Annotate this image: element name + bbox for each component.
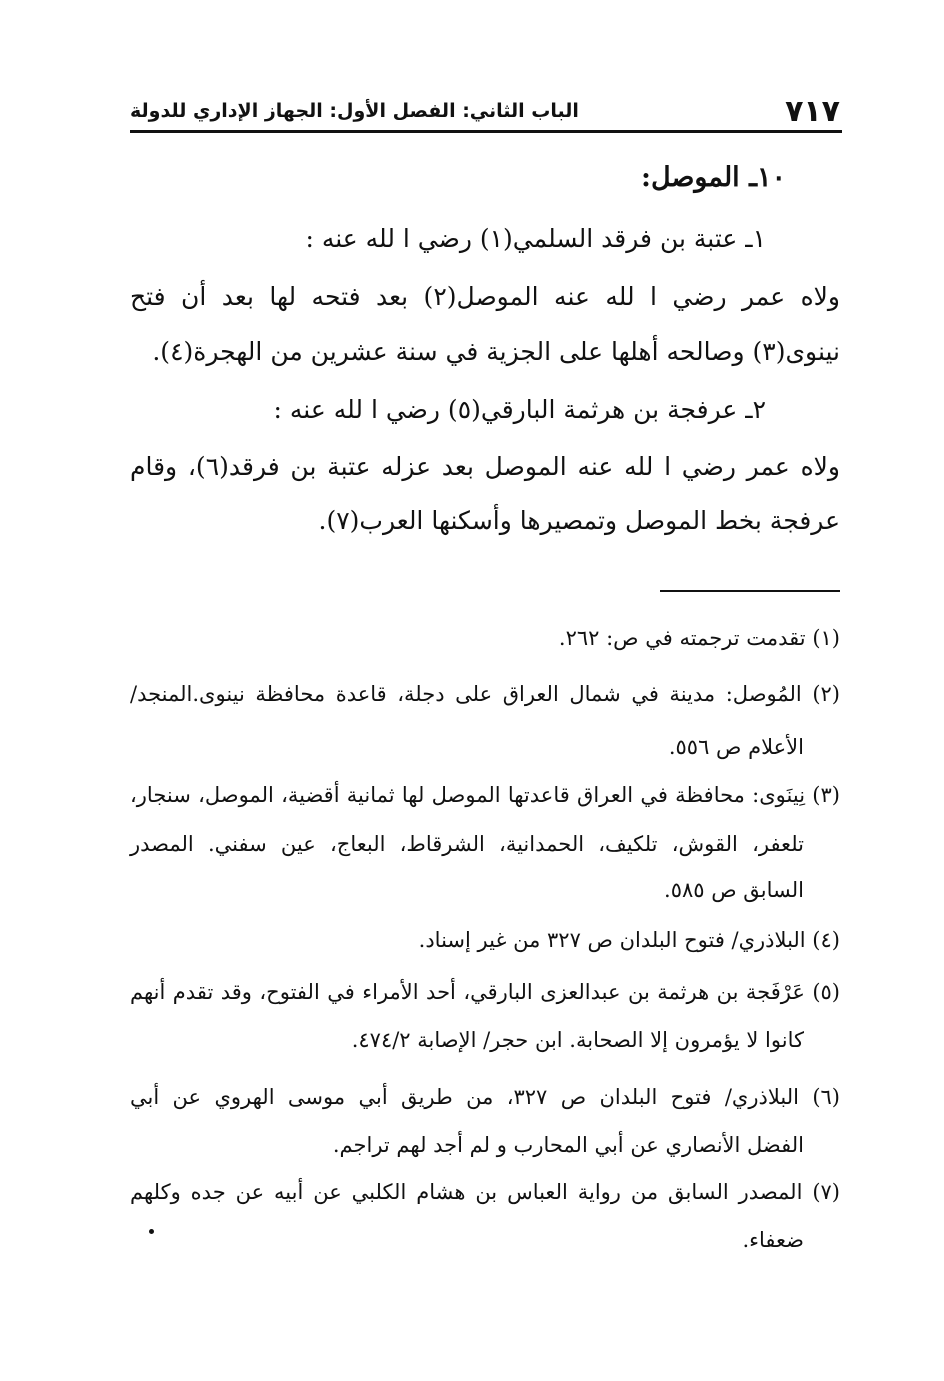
footnote-3-line-1: (٣) نِينَوى: محافظة في العراق قاعدتها الموصل لها ثمانية أقضية، الموصل، سنجار، <box>130 783 840 807</box>
footnote-4: (٤) البلاذري/ فتوح البلدان ص ٣٢٧ من غير إسناد. <box>418 928 840 952</box>
footnote-2-line-2: الأعلام ص ٥٥٦. <box>668 735 804 759</box>
body-line-1: ولاه عمر رضي ا لله عنه الموصل(٢) بعد فتحه لها بعد أن فتح <box>130 282 840 311</box>
body-line-4: عرفجة بخط الموصل وتمصيرها وأسكنها العرب(٧). <box>318 506 840 535</box>
footnote-5-line-2: كانوا لا يؤمرون إلا الصحابة. ابن حجر/ الإصابة ٤٧٤/٢. <box>351 1028 804 1052</box>
running-title: الباب الثاني: الفصل الأول: الجهاز الإداري للدولة <box>130 100 579 122</box>
footnote-7-line-1: (٧) المصدر السابق من رواية العباس بن هشام الكلبي عن أبيه عن جده وكلهم <box>130 1180 840 1204</box>
section-heading: ١٠ـ الموصل: <box>641 162 786 193</box>
item-1-heading: ١ـ عتبة بن فرقد السلمي(١) رضي ا لله عنه : <box>305 224 766 253</box>
footnote-7-line-2: ضعفاء. <box>742 1228 804 1252</box>
footnote-5-line-1: (٥) عَرْفَجة بن هرثمة بن عبدالعزى البارقي، أحد الأمراء في الفتوح، وقد تقدم أنهم <box>130 980 840 1004</box>
body-line-3: ولاه عمر رضي ا لله عنه الموصل بعد عزله عتبة بن فرقد(٦)، وقام <box>130 452 841 481</box>
page-header <box>130 88 840 130</box>
footnote-3-line-2: تلعفر، القوش، تلكيف، الحمدانية، الشرقاط، البعاج، عين سفني. المصدر <box>130 832 804 856</box>
page-number: ٧١٧ <box>785 94 840 129</box>
footnote-rule <box>660 590 840 592</box>
footnote-3-line-3: السابق ص ٥٨٥. <box>664 878 804 902</box>
header-rule <box>130 130 842 133</box>
footnote-6-line-1: (٦) البلاذري/ فتوح البلدان ص ٣٢٧، من طريق أبي موسى الهروي عن أبي <box>130 1085 840 1109</box>
ink-dot <box>149 1229 154 1234</box>
footnote-2-line-1: (٢) المُوصل: مدينة في شمال العراق على دجلة، قاعدة محافظة نينوى.المنجد/ <box>130 682 840 706</box>
footnote-6-line-2: الفضل الأنصاري عن أبي المحارب و لم أجد لهم تراجم. <box>332 1133 804 1157</box>
body-line-2: نينوى(٣) وصالحه أهلها على الجزية في سنة عشرين من الهجرة(٤). <box>152 337 840 366</box>
item-2-heading: ٢ـ عرفجة بن هرثمة البارقي(٥) رضي ا لله عنه : <box>273 395 766 424</box>
footnote-1: (١) تقدمت ترجمته في ص: ٢٦٢. <box>558 626 840 650</box>
